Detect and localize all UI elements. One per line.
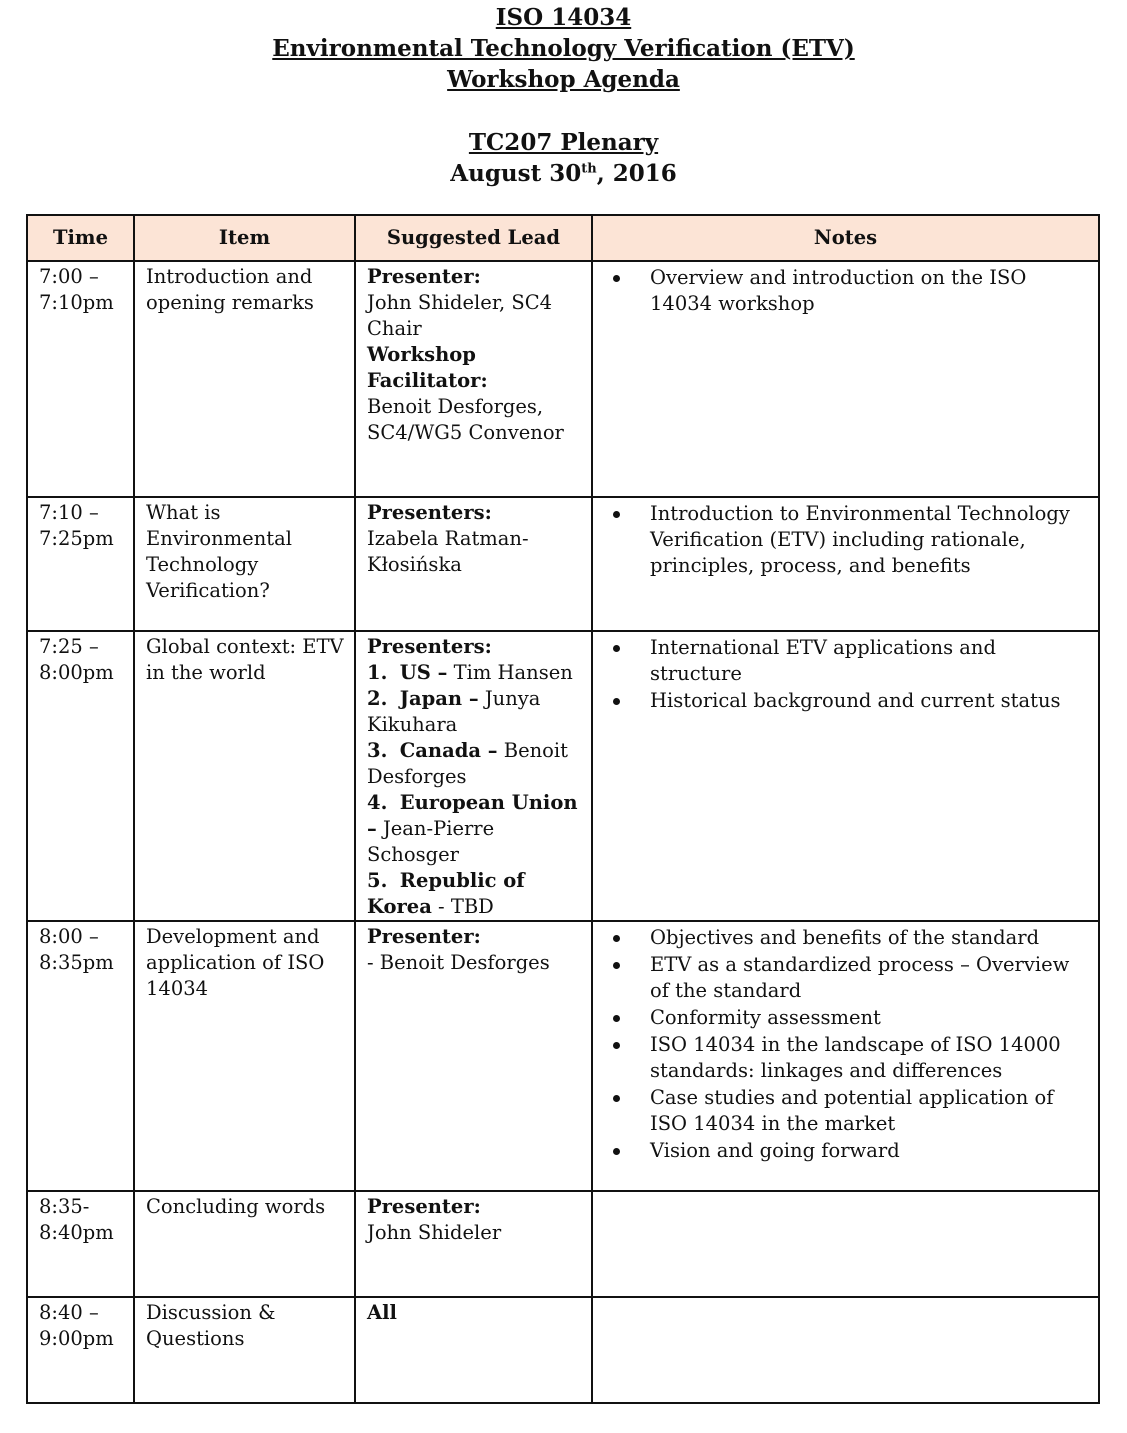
presenter-item: 5. Republic of Korea - TBD [367,869,525,918]
list-item: Historical background and current status [604,688,1088,714]
presenter-item: 3. Canada – Benoit Desforges [367,739,568,788]
presenter-item: 4. European Union – Jean-Pierre Schosger [367,791,578,866]
item-cell: Concluding words [134,1191,355,1297]
list-item: ETV as a standardized process – Overview of the standard [604,952,1088,1004]
list-item: Introduction to Environmental Technology Verification (ETV) including rationale, principles, process, and benefits [604,501,1088,579]
time-cell: 8:00 – 8:35pm [27,921,134,1191]
item-cell: Development and application of ISO 14034 [134,921,355,1191]
list-item: Vision and going forward [604,1138,1088,1164]
presenter-item: 2. Japan – Junya Kikuhara [367,687,541,736]
list-item: ISO 14034 in the landscape of ISO 14000 standards: linkages and differences [604,1032,1088,1084]
plenary-title: TC207 Plenary [468,129,659,156]
header-row [27,215,1099,261]
notes-cell [592,1191,1099,1297]
document-title [0,2,1127,95]
list-item: Conformity assessment [604,1005,1088,1031]
column-header-lead: Suggested Lead [355,215,592,261]
item-cell: Discussion & Questions [134,1297,355,1403]
agenda-table [26,214,1100,1404]
time-cell: 7:25 – 8:00pm [27,631,134,921]
notes-cell [592,921,1099,1191]
lead-cell: Presenters: Izabela Ratman-Kłosińska [355,497,592,631]
lead-cell: Presenter: John Shideler [355,1191,592,1297]
item-cell: Global context: ETV in the world [134,631,355,921]
list-item: Overview and introduction on the ISO 14034 workshop [604,265,1088,317]
table-row [27,631,1099,921]
meeting-date: August 30th, 2016 [450,160,677,187]
time-cell: 7:10 – 7:25pm [27,497,134,631]
list-item: Objectives and benefits of the standard [604,925,1088,951]
title-line-2: Environmental Technology Verification (ETV) [272,35,855,62]
list-item: Case studies and potential application of ISO 14034 in the market [604,1085,1088,1137]
time-cell: 7:00 – 7:10pm [27,261,134,497]
list-item: International ETV applications and structure [604,635,1088,687]
table-row [27,261,1099,497]
time-cell: 8:40 – 9:00pm [27,1297,134,1403]
item-cell: What is Environmental Technology Verification? [134,497,355,631]
table-row [27,1191,1099,1297]
presenter-item: 1. US – Tim Hansen [367,661,573,684]
meeting-info [0,127,1127,189]
column-header-time: Time [27,215,134,261]
time-cell: 8:35- 8:40pm [27,1191,134,1297]
title-line-3: Workshop Agenda [447,66,680,93]
notes-cell [592,497,1099,631]
notes-cell [592,261,1099,497]
column-header-item: Item [134,215,355,261]
table-row [27,921,1099,1191]
item-cell: Introduction and opening remarks [134,261,355,497]
table-row [27,497,1099,631]
lead-cell: Presenters: 1. US – Tim Hansen 2. Japan – Junya Kikuhara 3. Canada – Benoit Desforges 4. European Union – Jean-Pierre Schosger 5. Republic of Korea - TBD [355,631,592,921]
notes-cell [592,1297,1099,1403]
table-row [27,1297,1099,1403]
lead-cell: Presenter: John Shideler, SC4 Chair Workshop Facilitator: Benoit Desforges, SC4/WG5 Convenor [355,261,592,497]
lead-cell: All [355,1297,592,1403]
lead-cell: Presenter: - Benoit Desforges [355,921,592,1191]
title-line-1: ISO 14034 [495,4,632,31]
notes-cell [592,631,1099,921]
column-header-notes: Notes [592,215,1099,261]
